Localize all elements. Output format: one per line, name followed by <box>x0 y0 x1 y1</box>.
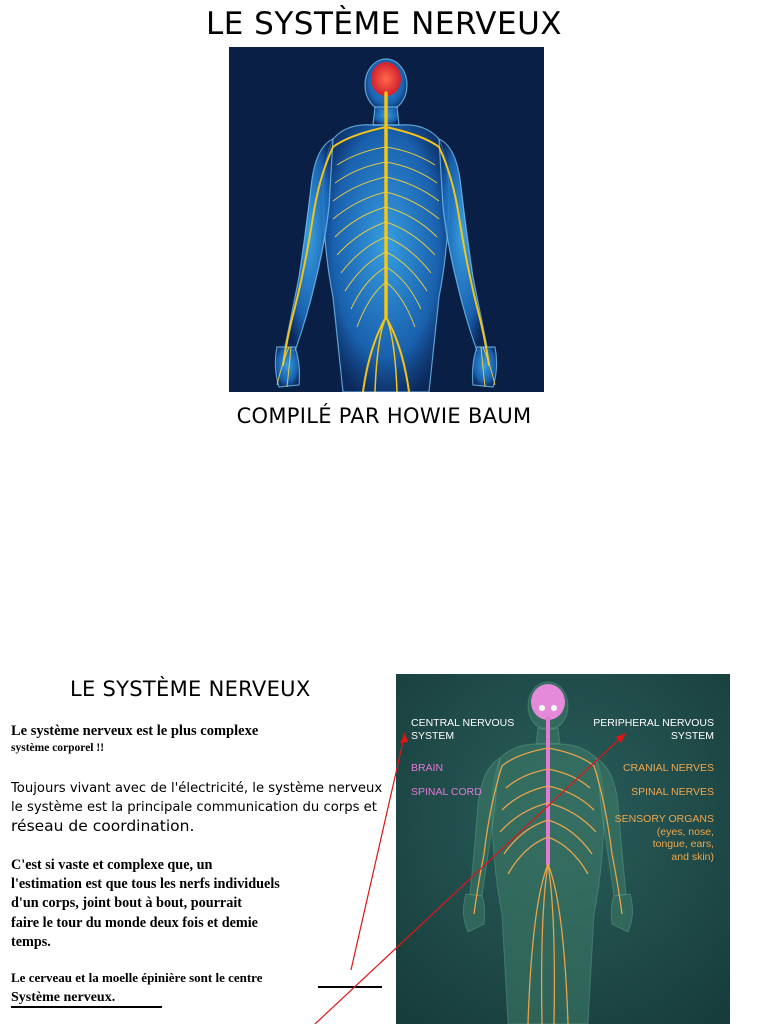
paragraph-line: réseau de coordination. <box>11 817 195 835</box>
paragraph-line: le système est la principale communication du corps et <box>11 800 377 815</box>
paragraph-line: l'estimation est que tous les nerfs individuels <box>11 876 280 893</box>
paragraph-line: C'est si vaste et complexe que, un <box>11 857 213 873</box>
paragraph-nerve-length <box>11 856 311 952</box>
label-spinal-nerves: SPINAL NERVES <box>631 786 714 798</box>
page-title: LE SYSTÈME NERVEUX <box>205 6 563 42</box>
label-cranial-nerves: CRANIAL NERVES <box>622 762 714 774</box>
paragraph-line: faire le tour du monde deux fois et demie <box>11 914 258 931</box>
paragraph-central-system: Le cerveau et la moelle épinière sont le centre <box>11 970 263 985</box>
author-credit: COMPILÉ PAR HOWIE BAUM <box>236 404 532 428</box>
labeled-nervous-system-diagram <box>396 674 730 1024</box>
label-central-nervous-system: CENTRAL NERVOUS SYSTEM <box>411 717 515 742</box>
paragraph-central-system-end: Système nerveux. <box>11 990 116 1005</box>
paragraph-line: d'un corps, joint bout à bout, pourrait <box>11 895 242 912</box>
paragraph-line: Toujours vivant avec de l'électricité, le système nerveux <box>11 781 383 796</box>
label-peripheral-nervous-system: PERIPHERAL NERVOUS SYSTEM <box>593 717 714 742</box>
nervous-system-body-image <box>229 47 544 392</box>
paragraph-electricity <box>11 779 391 836</box>
fill-in-blank-line <box>318 986 382 988</box>
label-brain: BRAIN <box>411 762 444 774</box>
section-title: LE SYSTÈME NERVEUX <box>70 677 311 701</box>
paragraph-complexity-subline: système corporel !! <box>11 742 105 754</box>
paragraph-line: temps. <box>11 933 51 950</box>
label-sensory-organs: SENSORY ORGANS (eyes, nose, tongue, ears, and skin) <box>614 813 714 863</box>
underline-rule <box>11 1006 162 1008</box>
paragraph-complexity-heading: Le système nerveux est le plus complexe <box>11 723 259 739</box>
label-spinal-cord: SPINAL CORD <box>411 786 482 798</box>
